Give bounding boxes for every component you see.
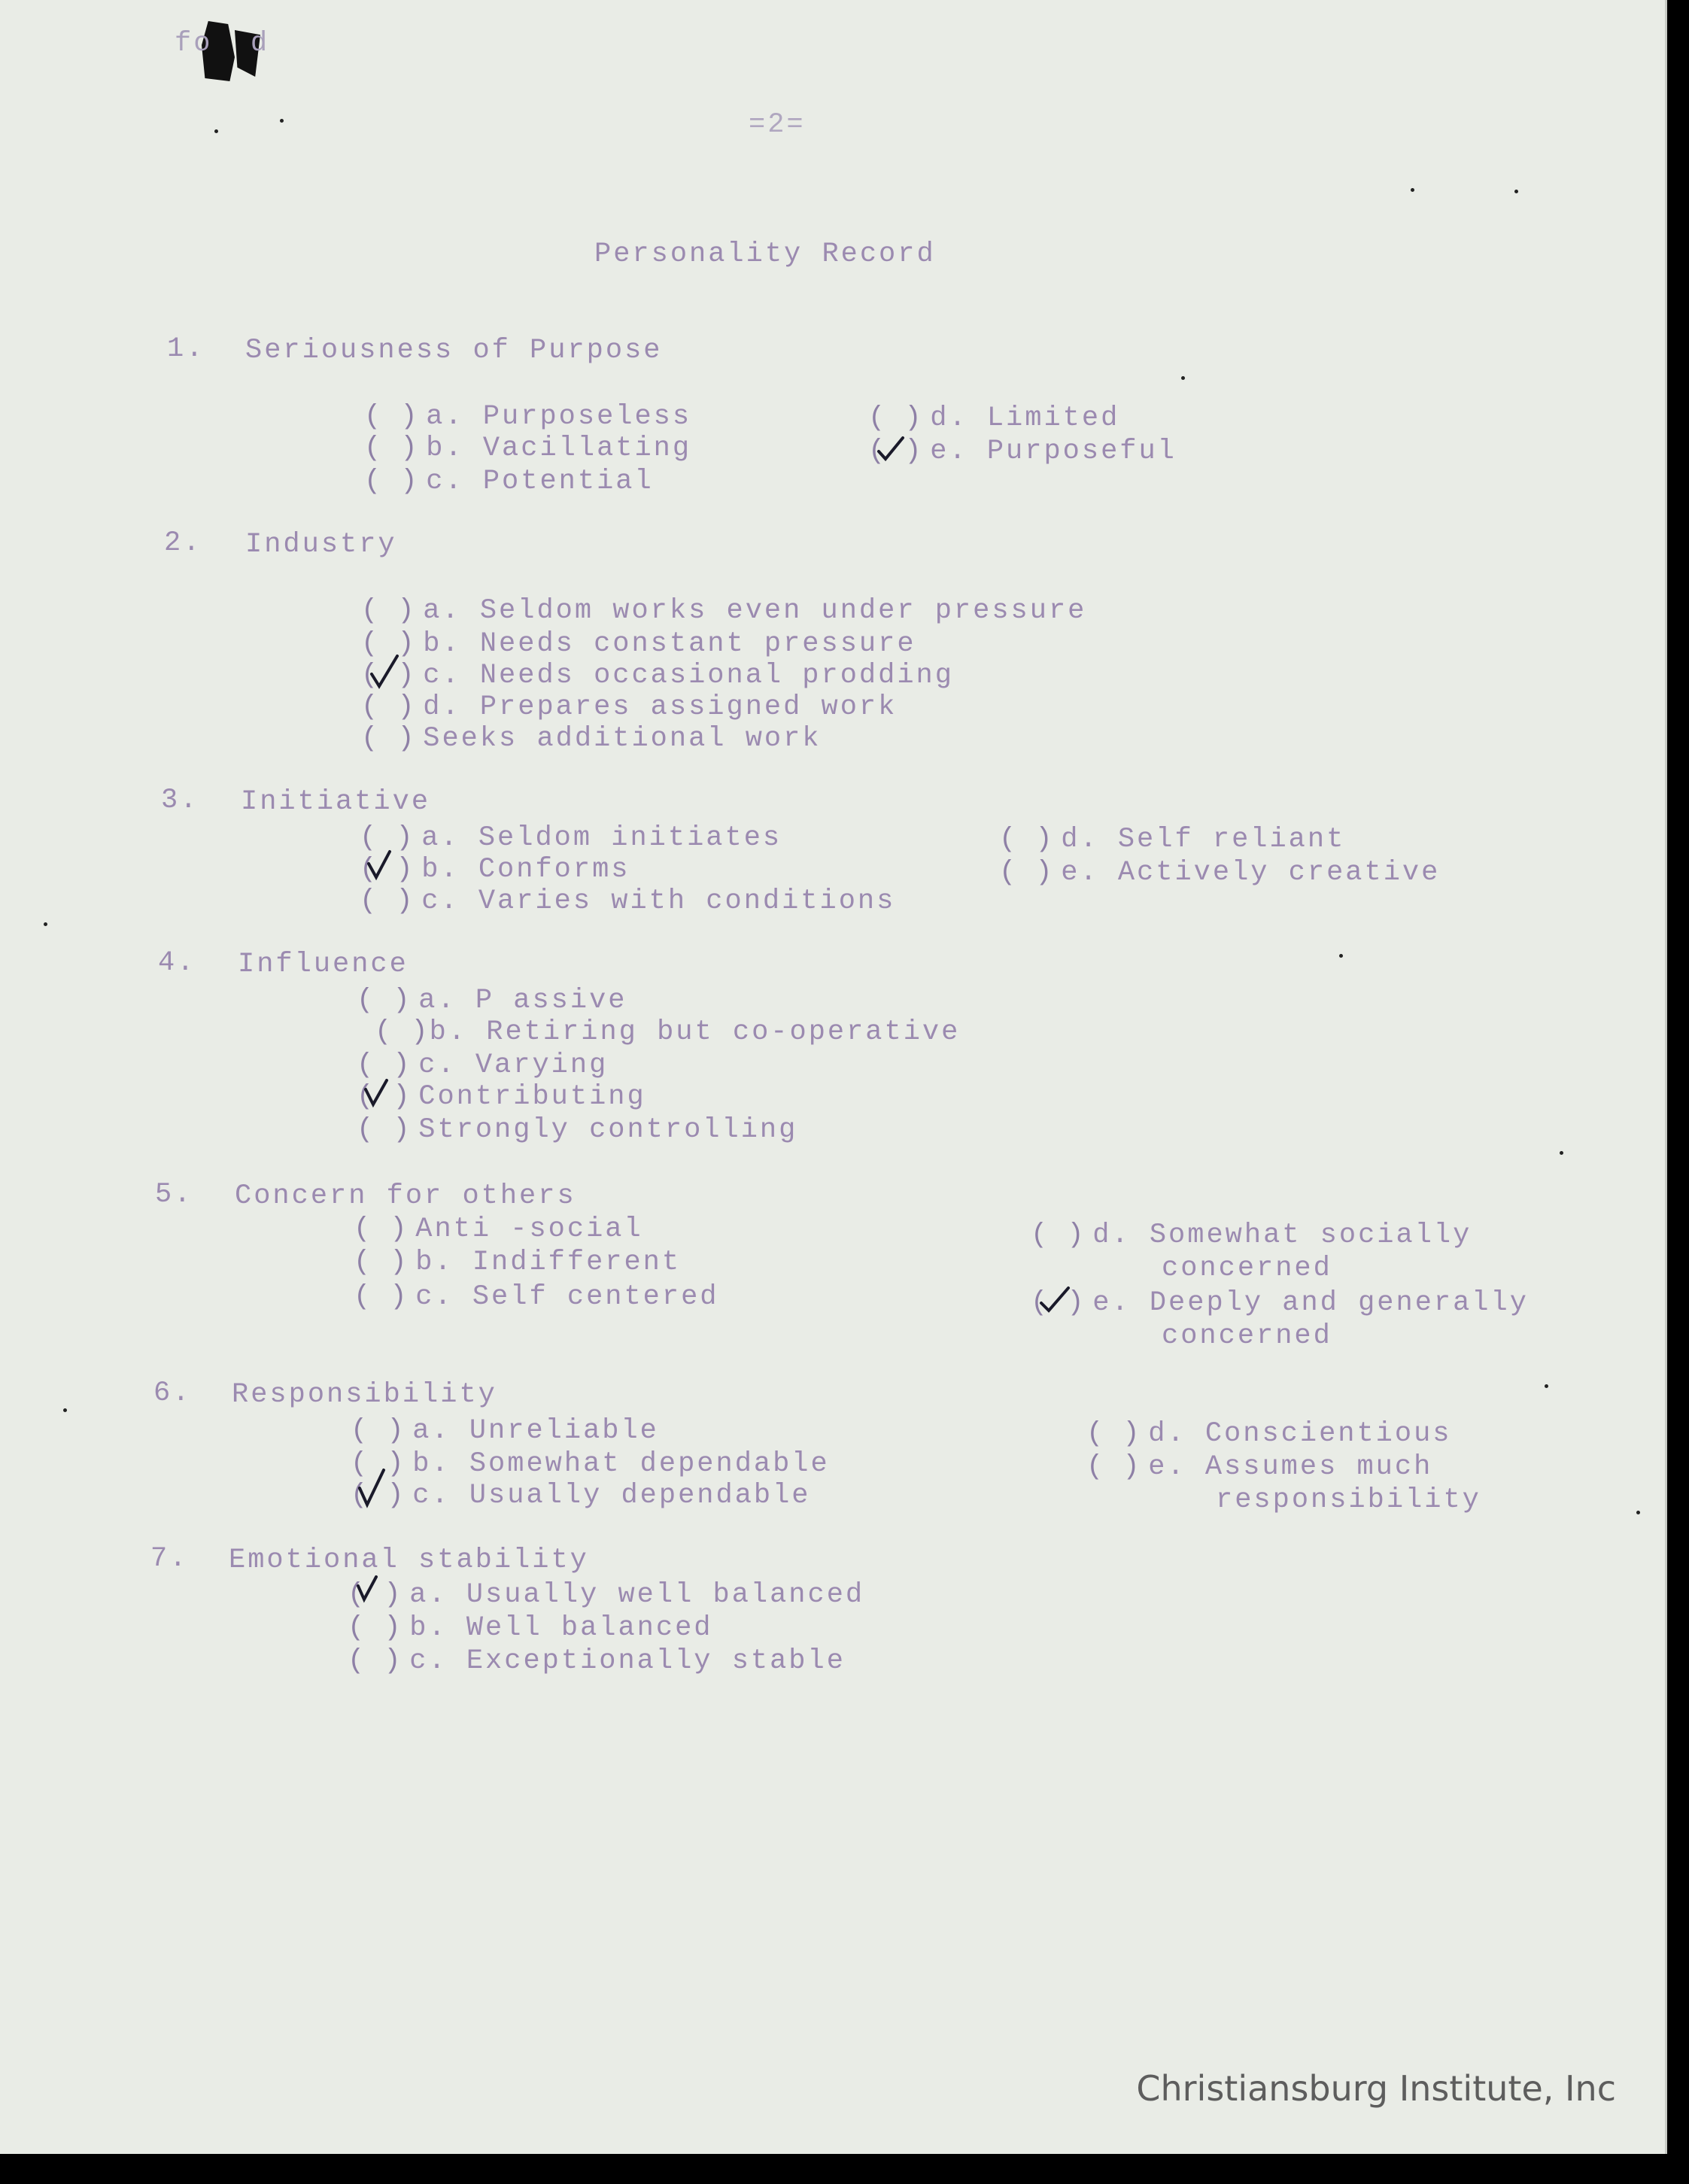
speck — [1339, 954, 1343, 958]
option-5d[interactable]: ( ) d. Somewhat socially — [1031, 1220, 1472, 1251]
option-2a[interactable]: ( ) a. Seldom works even under pressure — [361, 595, 1087, 627]
checkbox[interactable]: ( ) — [999, 824, 1054, 855]
check-mark-icon — [364, 1077, 394, 1110]
speck — [1560, 1151, 1563, 1155]
option-5c[interactable]: ( ) c. Self centered — [354, 1281, 719, 1313]
option-1e[interactable]: ( ) e. Purposeful — [868, 438, 1177, 466]
option-1d[interactable]: ( ) d. Limited — [868, 402, 1120, 434]
checkbox[interactable]: ( ) — [999, 857, 1054, 888]
option-6a[interactable]: ( ) a. Unreliable — [351, 1415, 659, 1447]
speck — [280, 119, 284, 123]
checkbox[interactable]: ( ) — [361, 723, 416, 755]
checkbox[interactable]: ( ) — [357, 985, 412, 1016]
checkbox[interactable]: ( ) — [375, 1016, 430, 1048]
checkbox[interactable]: ( ) — [360, 885, 415, 917]
checkbox[interactable]: ( ) — [351, 1482, 406, 1510]
checkbox[interactable]: ( ) — [1086, 1418, 1141, 1450]
speck — [1636, 1511, 1640, 1514]
page-number: =2= — [749, 109, 806, 141]
checkbox[interactable]: ( ) — [351, 1415, 406, 1447]
checkbox[interactable]: ( ) — [360, 856, 415, 884]
option-3b[interactable]: ( ) b. Conforms — [360, 856, 630, 884]
option-1c[interactable]: ( ) c. Potential — [364, 466, 654, 497]
section-2-number: 2. — [164, 527, 202, 559]
page-title: Personality Record — [594, 238, 936, 270]
checkbox[interactable]: ( ) — [1031, 1289, 1086, 1317]
speck — [1181, 376, 1185, 380]
speck — [1545, 1384, 1548, 1388]
checkbox[interactable]: ( ) — [361, 628, 416, 660]
option-3c[interactable]: ( ) c. Varies with conditions — [360, 885, 896, 917]
option-1b[interactable]: ( ) b. Vacillating — [364, 433, 692, 464]
checkbox[interactable]: ( ) — [351, 1448, 406, 1480]
section-4-heading: Influence — [238, 949, 409, 980]
option-4b[interactable]: ( )b. Retiring but co-operative — [375, 1016, 961, 1048]
option-7a[interactable]: ( ) a. Usually well balanced — [348, 1581, 864, 1609]
check-mark-icon — [358, 1476, 388, 1509]
check-mark-icon — [1038, 1283, 1068, 1317]
section-4-number: 4. — [158, 947, 196, 979]
option-2c[interactable]: ( ) c. Needs occasional prodding — [361, 662, 954, 690]
option-4c[interactable]: ( ) c. Varying — [357, 1049, 609, 1081]
checkbox[interactable]: ( ) — [364, 433, 419, 464]
option-5b[interactable]: ( ) b. Indifferent — [354, 1247, 682, 1278]
option-1a[interactable]: ( ) a. Purposeless — [364, 401, 692, 433]
section-7-number: 7. — [150, 1543, 189, 1575]
checkbox[interactable]: ( ) — [348, 1645, 403, 1677]
checkbox[interactable]: ( ) — [360, 822, 415, 854]
check-mark-icon — [355, 1575, 385, 1608]
section-1-number: 1. — [167, 333, 205, 365]
section-3-number: 3. — [161, 785, 199, 816]
checkbox[interactable]: ( ) — [1031, 1220, 1086, 1251]
checkbox[interactable]: ( ) — [357, 1114, 412, 1146]
option-4e[interactable]: ( ) Strongly controlling — [357, 1114, 798, 1146]
corner-fragment-text: fo d — [175, 28, 270, 59]
checkbox[interactable]: ( ) — [868, 402, 923, 434]
option-6d[interactable]: ( ) d. Conscientious — [1086, 1418, 1452, 1450]
check-mark-icon — [876, 432, 906, 465]
section-1-heading: Seriousness of Purpose — [245, 335, 663, 366]
speck — [1411, 188, 1414, 192]
section-6-number: 6. — [153, 1378, 192, 1409]
option-6b[interactable]: ( ) b. Somewhat dependable — [351, 1448, 830, 1480]
section-3-heading: Initiative — [241, 786, 431, 818]
speck — [214, 129, 218, 133]
checkbox[interactable]: ( ) — [1086, 1451, 1141, 1483]
speck — [44, 922, 47, 926]
watermark-text: Christiansburg Institute, Inc — [1136, 2068, 1616, 2109]
option-3d[interactable]: ( ) d. Self reliant — [999, 824, 1346, 855]
option-5a[interactable]: ( ) Anti -social — [354, 1214, 643, 1245]
option-2e[interactable]: ( ) Seeks additional work — [361, 723, 822, 755]
checkbox[interactable]: ( ) — [361, 595, 416, 627]
check-mark-icon — [367, 850, 397, 883]
option-3e[interactable]: ( ) e. Actively creative — [999, 857, 1441, 888]
option-6e-continued: responsibility — [1216, 1484, 1481, 1516]
section-7-heading: Emotional stability — [229, 1545, 589, 1576]
speck — [63, 1408, 67, 1412]
checkbox[interactable]: ( ) — [354, 1281, 409, 1313]
checkbox[interactable]: ( ) — [357, 1083, 412, 1111]
option-4a[interactable]: ( ) a. P assive — [357, 985, 627, 1016]
checkbox[interactable]: ( ) — [354, 1214, 409, 1245]
option-7b[interactable]: ( ) b. Well balanced — [348, 1612, 713, 1644]
checkbox[interactable]: ( ) — [361, 662, 416, 690]
option-5e[interactable]: ( ) e. Deeply and generally — [1031, 1289, 1529, 1317]
section-6-heading: Responsibility — [232, 1379, 497, 1411]
checkbox[interactable]: ( ) — [354, 1247, 409, 1278]
option-7c[interactable]: ( ) c. Exceptionally stable — [348, 1645, 846, 1677]
section-2-heading: Industry — [245, 529, 397, 560]
checkbox[interactable]: ( ) — [348, 1581, 403, 1609]
checkbox[interactable]: ( ) — [357, 1049, 412, 1081]
check-mark-icon — [369, 656, 399, 689]
checkbox[interactable]: ( ) — [361, 691, 416, 723]
option-5d-continued: concerned — [1162, 1253, 1332, 1284]
checkbox[interactable]: ( ) — [868, 438, 923, 466]
option-4d[interactable]: ( ) Contributing — [357, 1083, 646, 1111]
checkbox[interactable]: ( ) — [364, 466, 419, 497]
option-2d[interactable]: ( ) d. Prepares assigned work — [361, 691, 898, 723]
option-3a[interactable]: ( ) a. Seldom initiates — [360, 822, 782, 854]
section-5-number: 5. — [155, 1179, 193, 1210]
option-6c[interactable]: ( ) c. Usually dependable — [351, 1482, 811, 1510]
option-2b[interactable]: ( ) b. Needs constant pressure — [361, 628, 916, 660]
checkbox[interactable]: ( ) — [364, 401, 419, 433]
option-6e[interactable]: ( ) e. Assumes much — [1086, 1451, 1433, 1483]
section-5-heading: Concern for others — [235, 1180, 576, 1212]
option-5e-continued: concerned — [1162, 1320, 1332, 1352]
speck — [1514, 190, 1518, 193]
checkbox[interactable]: ( ) — [348, 1612, 403, 1644]
